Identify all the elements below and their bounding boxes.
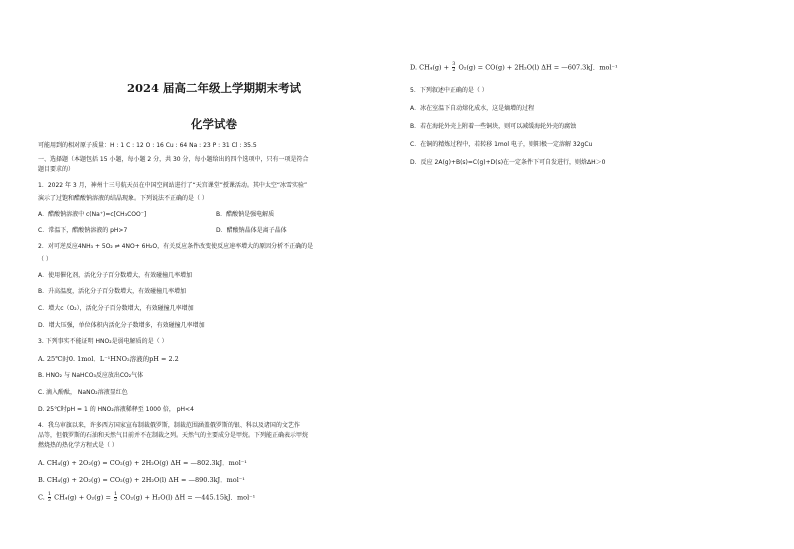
q5-stem: 5．下列叙述中正确的是（ ） <box>410 87 488 94</box>
q4-option-c: C. $\frac{1}{2}$ CH₄(g) + O₂(g) = $\frac{1}{2}$ CO₂(g) + H₂O(l) ΔH = —445.15kJ．mol⁻¹ <box>38 491 256 503</box>
q2-stem-1: 2．对可逆反应4NH₃ + 5O₂ ⇌ 4NO+ 6H₂O，有关反应条件改变使反应速率增大的原因分析不正确的是 <box>38 243 314 250</box>
right-column <box>410 62 770 167</box>
q3-option-a: A. 25℃时0. 1mol．L⁻¹HNO₂溶液的pH = 2.2 <box>38 355 179 363</box>
fraction: $\frac{1}{2}$ <box>113 491 118 503</box>
exam-subject: 化学试卷 <box>191 117 237 131</box>
q1-option-d: D．醋酸钠晶体是离子晶体 <box>216 227 287 234</box>
q3-option-b: B. HNO₂ 与 NaHCO₃反应放出CO₂气体 <box>38 372 144 379</box>
section1-heading-1: 一、选择题（本题包括 15 小题，每小题 2 分，共 30 分，每小题给出的四个选项中，只有一项是符合 <box>38 156 309 163</box>
atomic-masses: 可能用到的相对原子质量：H : 1 C : 12 O : 16 Cu : 64 Na : 23 P : 31 Cl : 35.5 <box>38 142 257 149</box>
q5-option-d: D．反应 2A(g)+B(s)=C(g)+D(s)在一定条件下可自发进行，则焓ΔH＞0 <box>410 159 606 166</box>
q2-option-c: C．增大c（O₂），活化分子百分数增大，有效碰撞几率增加 <box>38 305 194 312</box>
q4-option-d: D. CH₄(g) + $\frac{3}{2}$ O₂(g) = CO(g) + 2H₂O(l) ΔH = —607.3kJ．mol⁻¹ <box>410 61 618 73</box>
fraction: $\frac{1}{2}$ <box>47 491 52 503</box>
q3-option-c: C. 滴入酚酞， NaNO₂溶液显红色 <box>38 389 128 396</box>
q2-option-b: B．升高温度，活化分子百分数增大，有效碰撞几率增加 <box>38 288 187 295</box>
section1-heading-2: 题目要求的） <box>38 166 75 173</box>
q4-stem-3: 燃烧热的热化学方程式是（ ） <box>38 442 118 449</box>
q3-option-d: D. 25℃时pH = 1 的 HNO₂溶液稀释至 1000 倍， pH<4 <box>38 406 194 413</box>
exam-title: 2024 届高二年级上学期期末考试 <box>126 81 301 95</box>
fraction: $\frac{3}{2}$ <box>452 61 456 73</box>
q1-stem-1: 1．2022 年 3 月，神州十三号航天员在中国空间站进行了“天宫课堂”授课活动。其中太空“冰雪实验” <box>38 182 308 189</box>
q2-stem-2: （ ） <box>38 256 52 263</box>
q4-stem-1: 4．我乌审旗以来，许多西方国家宣布制裁俄罗斯，制裁范围涵盖俄罗斯的银、科以及诸国的文艺作 <box>38 422 300 429</box>
q4-stem-2: 品等，但俄罗斯的石油和天然气目前并不在制裁之列。天然气的主要成分是甲烷。下列能正确表示甲烷 <box>38 432 309 439</box>
q1-option-a: A．醋酸钠溶液中 c(Na⁺)=c[CH₃COO⁻] <box>38 211 147 218</box>
q1-stem-2: 演示了过饱和醋酸钠溶液的结晶现象。下列说法不正确的是（ ） <box>38 195 208 202</box>
q4-option-b: B. CH₄(g) + 2O₂(g) = CO₂(g) + 2H₂O(l) ΔH = —890.3kJ．mol⁻¹ <box>38 476 245 484</box>
q1-options-cd <box>38 227 390 235</box>
q3-stem: 3. 下列事实不能证明 HNO₂是弱电解质的是（ ） <box>38 338 168 345</box>
q1-options-ab <box>38 211 390 219</box>
q5-option-b: B．若在海轮外壳上附着一些铜块，则可以减缓海轮外壳的腐蚀 <box>410 123 577 130</box>
left-column <box>38 80 390 503</box>
q4-option-a: A. CH₄(g) + 2O₂(g) = CO₂(g) + 2H₂O(g) ΔH = —802.3kJ．mol⁻¹ <box>38 459 247 467</box>
q1-option-c: C．常温下，醋酸钠溶液的 pH>7 <box>38 227 128 234</box>
q5-option-a: A．冰在室温下自动熔化成水，这是熵增的过程 <box>410 105 535 112</box>
q1-option-b: B．醋酸钠是强电解质 <box>216 211 275 218</box>
q5-option-c: C．在铜的精炼过程中，若转移 1mol 电子，则阳极一定溶解 32gCu <box>410 141 593 148</box>
q2-option-d: D．增大压强，单位体积内活化分子数增多，有效碰撞几率增加 <box>38 322 205 329</box>
q2-option-a: A．使用催化剂，活化分子百分数增大，有效碰撞几率增加 <box>38 272 193 279</box>
